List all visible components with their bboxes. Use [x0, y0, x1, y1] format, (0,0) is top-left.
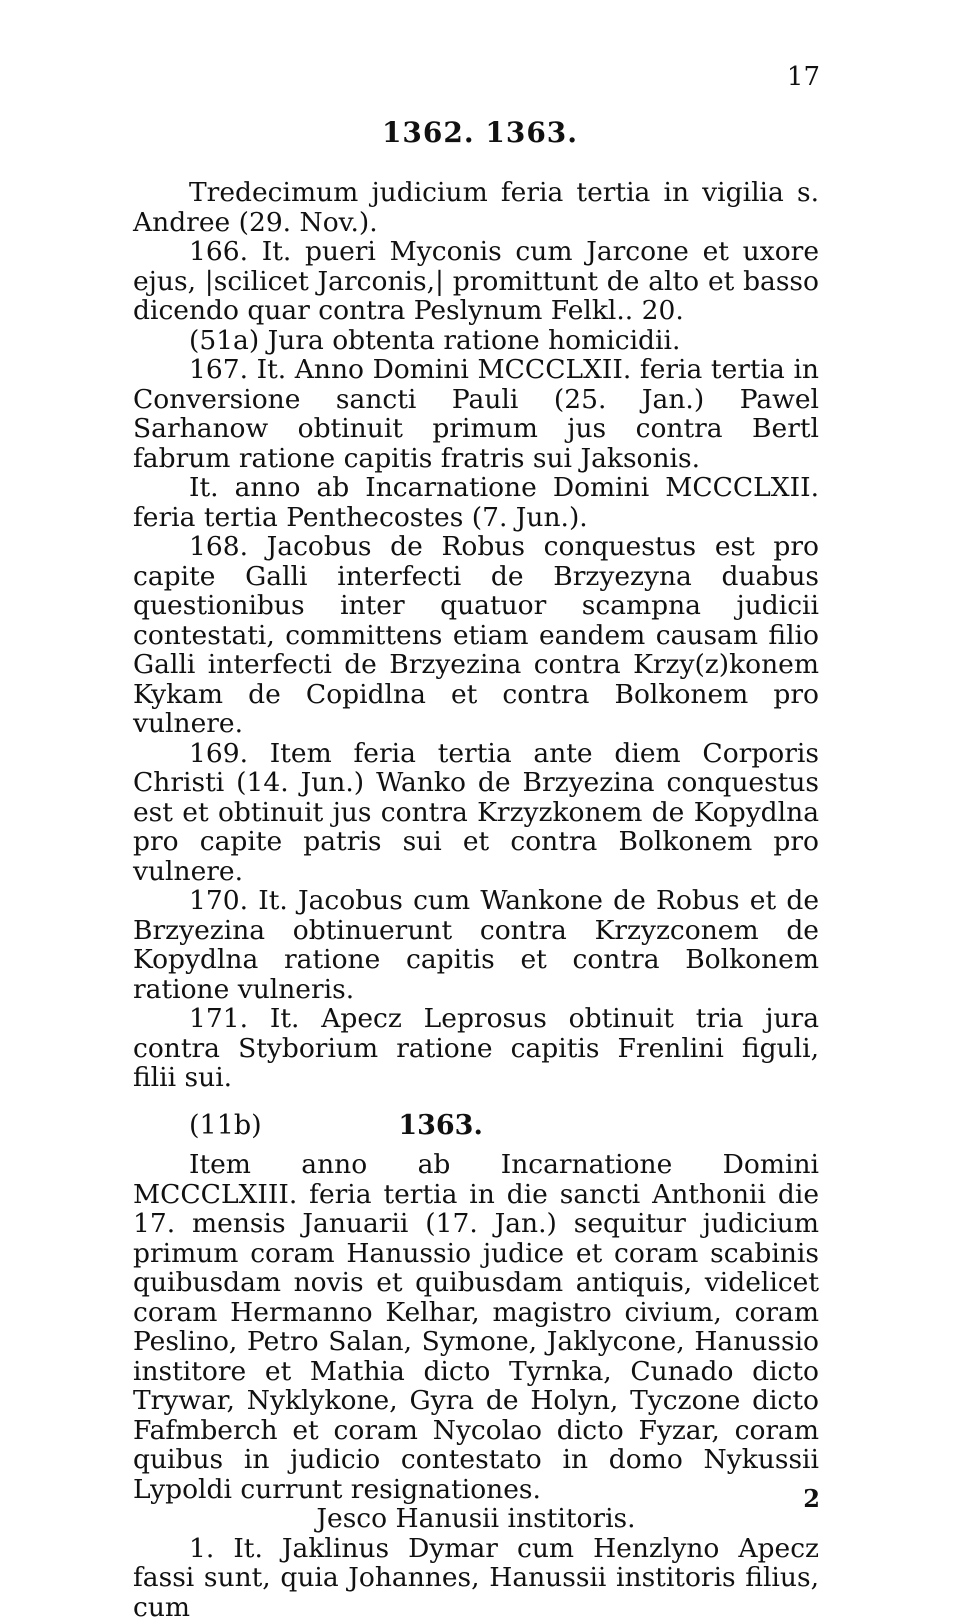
paragraph: 168. Jacobus de Robus conquestus est pro capite Galli interfecti de Brzyezyna duabus questionibus inter quatuor scampna judicii contestati, committens etiam eandem causam filio Galli interfecti de Brzyezina contra Krzy(z)konem Kykam de Copidlna et contra Bolkonem pro vulnere. — [133, 531, 819, 739]
paragraph: 170. It. Jacobus cum Wankone de Robus et de Brzyezina obtinuerunt contra Krzyzconem de Kopydlna ratione capitis et contra Bolkonem ratione vulneris. — [133, 885, 819, 1005]
paragraph: 1. It. Jaklinus Dymar cum Henzlyno Apecz fassi sunt, quia Johannes, Hanussii institoris filius, cum — [133, 1532, 819, 1623]
page-number: 17 — [786, 62, 820, 92]
paragraph: 167. It. Anno Domini MCCCLXII. feria tertia in Conversione sancti Pauli (25. Jan.) Pawel Sarhanow obtinuit primum jus contra Bertl fabrum ratione capitis fratris sui Jaksonis. — [133, 354, 819, 474]
paragraph: 171. It. Apecz Leprosus obtinuit tria jura contra Styborium ratione capitis Frenlini figuli, filii sui. — [133, 1003, 819, 1093]
centered-heading: Jesco Hanusii institoris. — [316, 1503, 636, 1534]
section-year: 1363. — [398, 1109, 483, 1141]
signature-mark: 2 — [803, 1484, 820, 1513]
paragraph: 166. It. pueri Myconis cum Jarcone et uxore ejus, |scilicet Jarconis,| promittunt de alto et basso dicendo quar contra Peslynum Felkl.. 20. — [133, 236, 819, 326]
paragraph: Tredecimum judicium feria tertia in vigilia s. Andree (29. Nov.). — [133, 177, 819, 238]
section-subheading — [133, 1111, 819, 1141]
body-text — [133, 178, 819, 1622]
paragraph: (51a) Jura obtenta ratione homicidii. — [189, 324, 681, 356]
paragraph: It. anno ab Incarnatione Domini MCCCLXII. feria tertia Penthecostes (7. Jun.). — [133, 472, 819, 533]
folio-mark: (11b) — [189, 1109, 262, 1141]
paragraph: Item anno ab Incarnatione Domini MCCCLXIII. feria tertia in die sancti Anthonii die 17. mensis Januarii (17. Jan.) sequitur judicium primum coram Hanussio judice et coram scabinis quibusdam novis et quibusdam antiquis, videlicet coram Hermanno Kelhar, magistro civium, coram Peslino, Petro Salan, Symone, Jaklycone, Hanussio institore et Mathia dicto Tyrnka, Cunado dicto Trywar, Nyklykone, Gyra de Holyn, Tyczone dicto Fafmberch et coram Nycolao dicto Fyzar, coram quibus in judicio contestato in domo Nykussii Lypoldi currunt resignationes. — [133, 1149, 819, 1505]
running-head: 1362. 1363. — [381, 116, 579, 149]
paragraph: 169. Item feria tertia ante diem Corporis Christi (14. Jun.) Wanko de Brzyezina conquestus est et obtinuit jus contra Krzyzkonem de Kopydlna pro capite patris sui et contra Bolkonem pro vulnere. — [133, 737, 819, 887]
